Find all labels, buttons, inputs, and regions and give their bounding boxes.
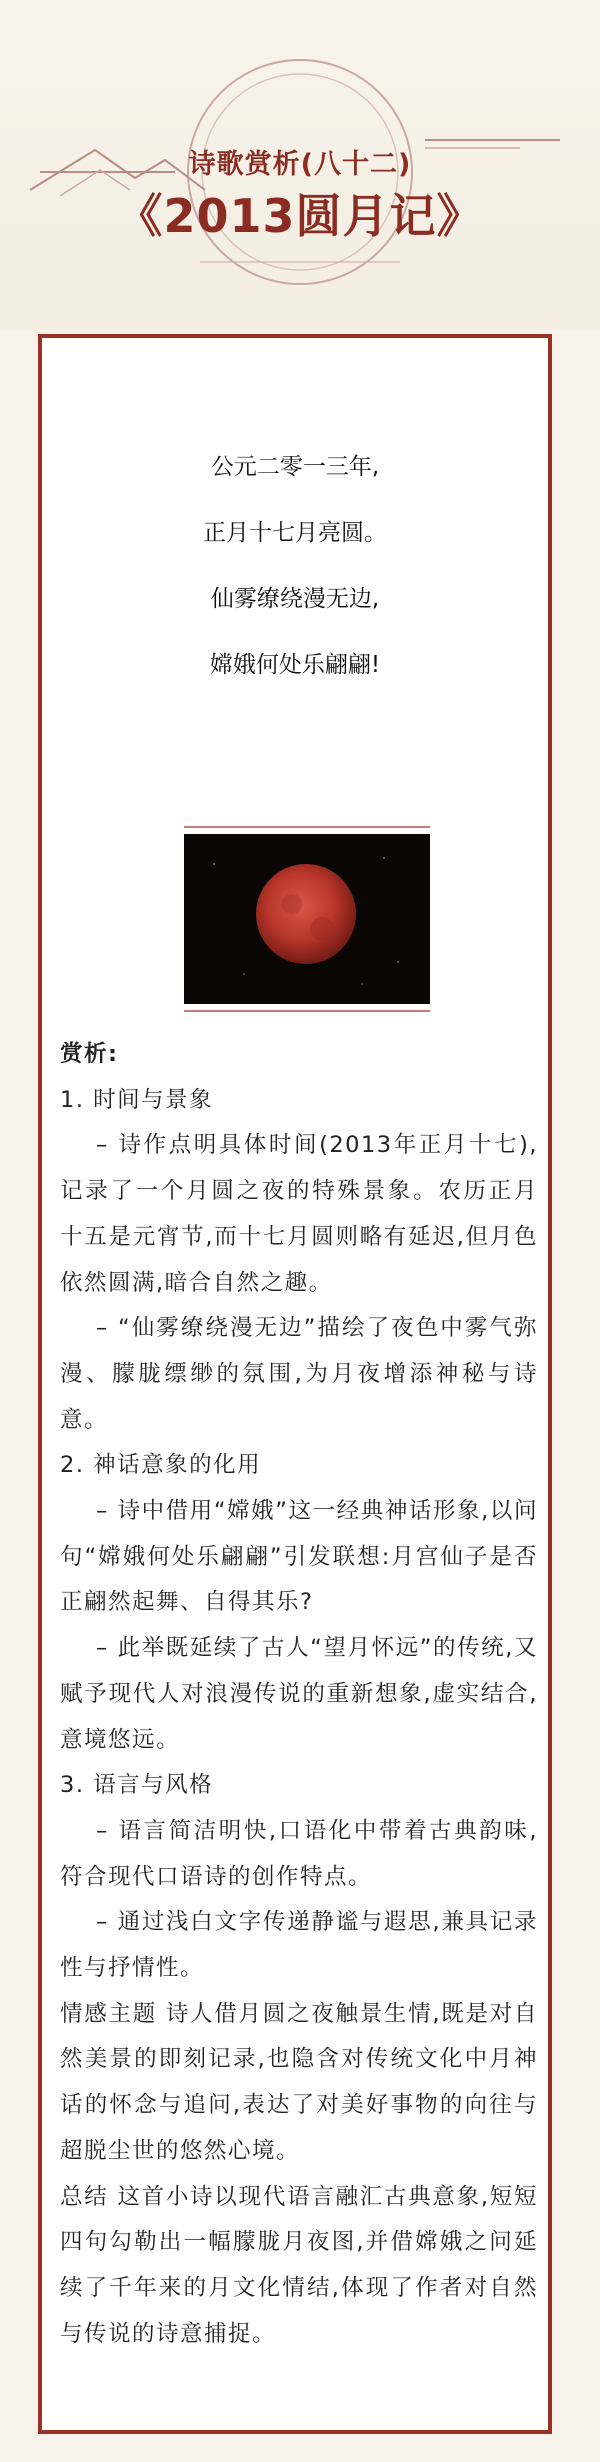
analysis-paragraph: – 语言简洁明快,口语化中带着古典韵味,符合现代口语诗的创作特点。 bbox=[60, 1817, 538, 1890]
emotion-paragraph: 情感主题 诗人借月圆之夜触景生情,既是对自然美景的即刻记录,也隐含对传统文化中月神话的怀念与追问,表达了对美好事物的向往与超脱尘世的悠然心境。 bbox=[60, 2000, 538, 2164]
analysis-heading: 赏析: bbox=[60, 1041, 119, 1067]
photo-top-rule bbox=[184, 826, 430, 828]
analysis-paragraph: – 诗中借用“嫦娥”这一经典神话形象,以问句“嫦娥何处乐翩翩”引发联想:月宫仙子是否正翩然起舞、自得其乐? bbox=[60, 1498, 538, 1616]
moon-photo-frame bbox=[184, 826, 430, 1016]
summary-paragraph: 总结 这首小诗以现代语言融汇古典意象,短短四句勾勒出一幅朦胧月夜图,并借嫦娥之问延续了千年来的月文化情结,体现了作者对自然与传说的诗意捕捉。 bbox=[60, 2183, 538, 2347]
analysis-paragraph: – 通过浅白文字传递静谧与遐思,兼具记录性与抒情性。 bbox=[60, 1909, 538, 1982]
poem-line: 正月十七月亮圆。 bbox=[203, 520, 387, 546]
analysis-paragraph: – “仙雾缭绕漫无边”描绘了夜色中雾气弥漫、朦胧缥缈的氛围,为月夜增添神秘与诗意。 bbox=[60, 1315, 538, 1433]
blood-moon-photo bbox=[184, 834, 430, 1004]
photo-bottom-rule bbox=[184, 1010, 430, 1012]
poem-line: 公元二零一三年, bbox=[210, 454, 380, 480]
section-title: 1. 时间与景象 bbox=[60, 1086, 214, 1113]
poem-line: 仙雾缭绕漫无边, bbox=[210, 586, 380, 612]
analysis-paragraph: – 此举既延续了古人“望月怀远”的传统,又赋予现代人对浪漫传说的重新想象,虚实结合,意境悠远。 bbox=[60, 1635, 538, 1753]
poem-block bbox=[42, 434, 548, 698]
header-banner bbox=[0, 0, 600, 330]
poem-line: 嫦娥何处乐翩翩! bbox=[209, 652, 381, 678]
analysis-paragraph: – 诗作点明具体时间(2013年正月十七),记录了一个月圆之夜的特殊景象。农历正月十五是元宵节,而十七月圆则略有延迟,但月色依然圆满,暗合自然之趣。 bbox=[60, 1132, 538, 1296]
analysis-section bbox=[60, 1032, 538, 2357]
section-title: 3. 语言与风格 bbox=[60, 1772, 214, 1799]
moon-icon bbox=[184, 834, 430, 1004]
poem-title: 《2013圆月记》 bbox=[116, 189, 484, 243]
content-card bbox=[38, 334, 552, 2434]
series-subtitle: 诗歌赏析(八十二) bbox=[188, 149, 412, 180]
section-title: 2. 神话意象的化用 bbox=[60, 1452, 262, 1479]
